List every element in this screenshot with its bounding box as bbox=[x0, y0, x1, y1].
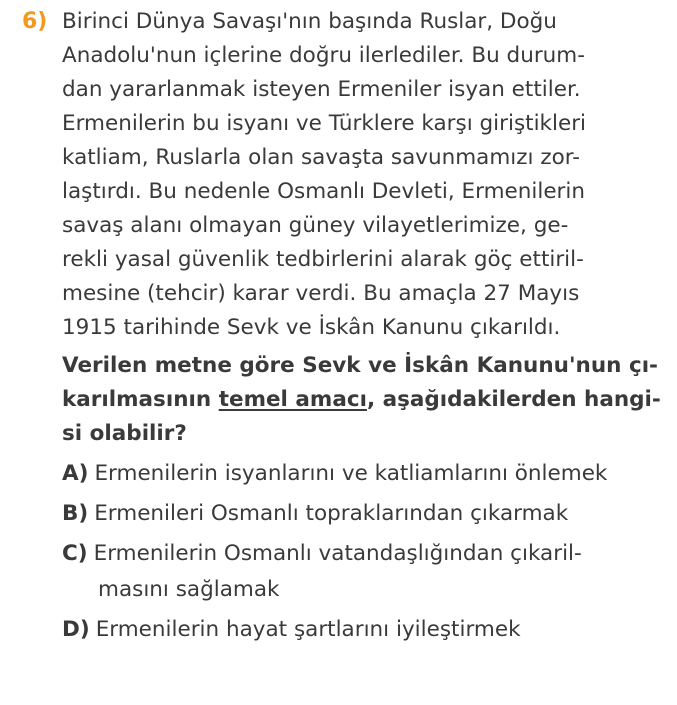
passage-line: mesine (tehcir) karar verdi. Bu amaçla 27 Mayıs bbox=[62, 281, 580, 306]
option-text: Ermenileri Osmanlı topraklarından çıkarmak bbox=[94, 501, 569, 526]
option-letter: A) bbox=[62, 461, 89, 486]
option-text: Ermenilerin isyanlarını ve katliamlarını önlemek bbox=[94, 461, 608, 486]
option-text: Ermenilerin Osmanlı vatandaşlığından çıkaril- bbox=[93, 541, 582, 566]
option-c-continuation: masını sağlamak bbox=[98, 577, 280, 602]
passage-line: katliam, Ruslarla olan savaşta savunmamızı zor- bbox=[62, 145, 581, 170]
option-b[interactable] bbox=[62, 498, 568, 530]
question-stem-line: Verilen metne göre Sevk ve İskân Kanunu'nun çı- bbox=[62, 353, 658, 378]
option-c[interactable] bbox=[62, 538, 582, 570]
passage-line: savaş alanı olmayan güney vilayetlerimize, ge- bbox=[62, 213, 569, 238]
passage-line: rekli yasal güvenlik tedbirlerini alarak göç ettiril- bbox=[62, 247, 584, 272]
passage-line: Ermenilerin bu isyanı ve Türklere karşı giriştikleri bbox=[62, 111, 587, 136]
option-letter: D) bbox=[62, 617, 90, 642]
question-number: 6) bbox=[22, 9, 48, 34]
passage-line: laştırdı. Bu nedenle Osmanlı Devleti, Ermenilerin bbox=[62, 179, 585, 204]
option-text: Ermenilerin hayat şartlarını iyileştirmek bbox=[95, 617, 521, 642]
passage-line: 1915 tarihinde Sevk ve İskân Kanunu çıkarıldı. bbox=[62, 315, 561, 340]
option-d[interactable] bbox=[62, 614, 521, 646]
stem-text: karılmasının bbox=[62, 387, 219, 412]
option-letter: B) bbox=[62, 501, 89, 526]
passage-line: dan yararlanmak isteyen Ermeniler isyan ettiler. bbox=[62, 77, 581, 102]
option-letter: C) bbox=[62, 541, 88, 566]
passage-line: Birinci Dünya Savaşı'nın başında Ruslar, Doğu bbox=[62, 9, 557, 34]
passage-line: Anadolu'nun içlerine doğru ilerlediler. Bu durum- bbox=[62, 43, 586, 68]
stem-underlined-text: temel amacı bbox=[218, 387, 367, 412]
question-stem-line bbox=[62, 384, 661, 416]
question-stem-line: si olabilir? bbox=[62, 421, 187, 446]
stem-text: , aşağıdakilerden hangi- bbox=[366, 387, 661, 412]
option-a[interactable] bbox=[62, 458, 607, 490]
